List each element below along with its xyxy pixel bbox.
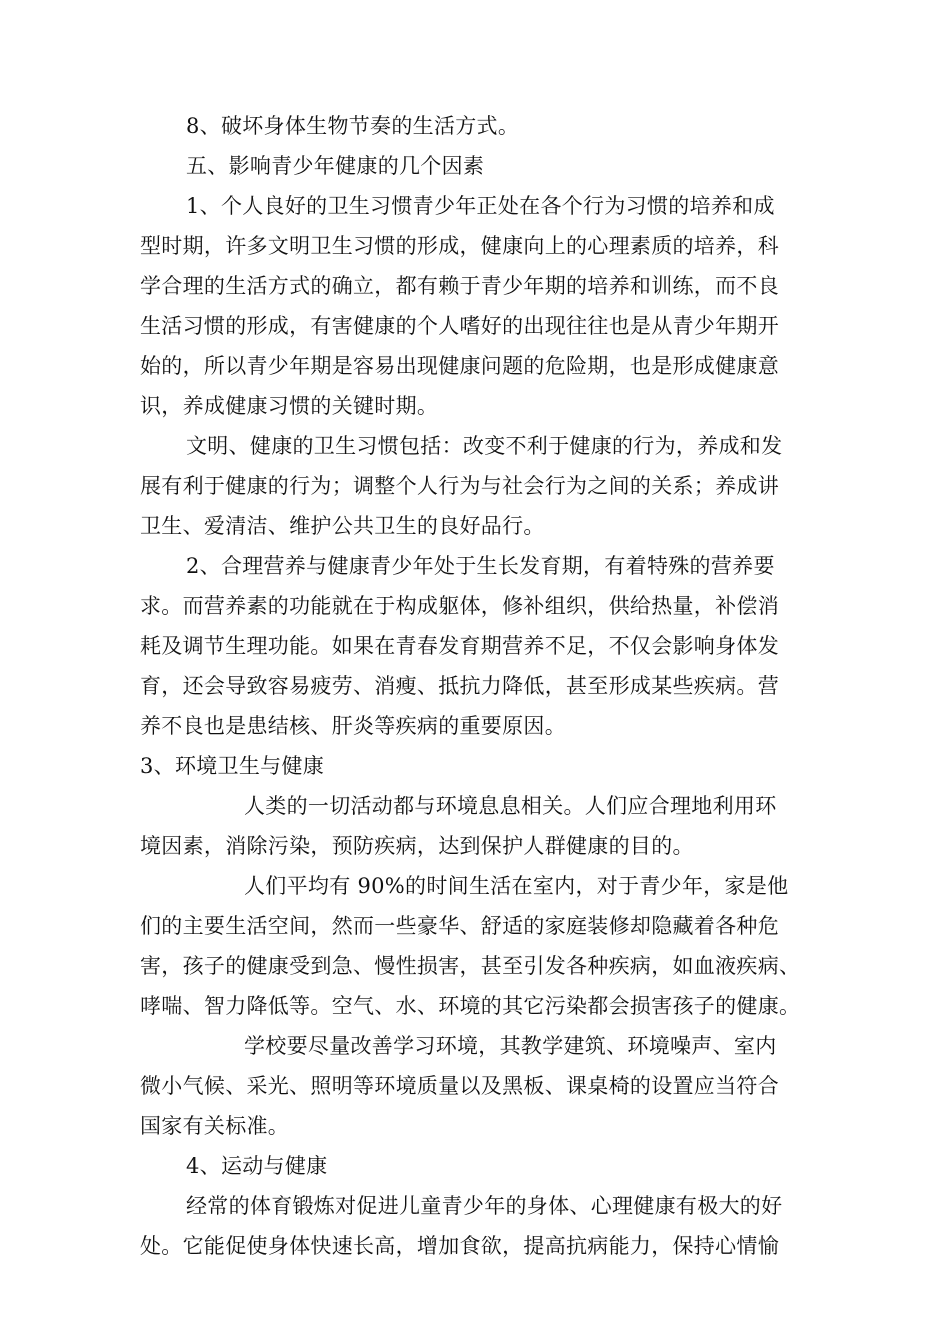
text-line: 们的主要生活空间，然而一些豪华、舒适的家庭装修却隐藏着各种危 (140, 914, 779, 938)
text-line: 人类的一切活动都与环境息息相关。人们应合理地利用环 (244, 794, 777, 818)
text-line: 人们平均有 90%的时间生活在室内，对于青少年，家是他 (244, 874, 789, 898)
text-line: 1、个人良好的卫生习惯青少年正处在各个行为习惯的培养和成 (186, 194, 775, 218)
text-line: 经常的体育锻炼对促进儿童青少年的身体、心理健康有极大的好 (186, 1194, 783, 1218)
text-line: 识，养成健康习惯的关键时期。 (140, 394, 439, 418)
text-line: 境因素，消除污染，预防疾病，达到保护人群健康的目的。 (140, 834, 694, 858)
text-line: 文明、健康的卫生习惯包括：改变不利于健康的行为，养成和发 (186, 434, 783, 458)
text-line: 处。它能促使身体快速长高，增加食欲，提高抗病能力，保持心情愉 (140, 1234, 779, 1258)
text-line: 哮喘、智力降低等。空气、水、环境的其它污染都会损害孩子的健康。 (140, 994, 801, 1018)
text-line: 害，孩子的健康受到急、慢性损害，甚至引发各种疾病，如血液疾病、 (140, 954, 801, 978)
text-line: 2、合理营养与健康青少年处于生长发育期，有着特殊的营养要 (186, 554, 775, 578)
text-line: 国家有关标准。 (140, 1114, 290, 1138)
text-line: 展有利于健康的行为；调整个人行为与社会行为之间的关系；养成讲 (140, 474, 779, 498)
text-line: 生活习惯的形成，有害健康的个人嗜好的出现往往也是从青少年期开 (140, 314, 779, 338)
section-heading: 3、环境卫生与健康 (140, 754, 325, 778)
text-line: 8、破坏身体生物节奏的生活方式。 (186, 114, 520, 138)
section-heading: 五、影响青少年健康的几个因素 (186, 154, 485, 178)
text-line: 始的，所以青少年期是容易出现健康问题的危险期，也是形成健康意 (140, 354, 779, 378)
text-line: 学合理的生活方式的确立，都有赖于青少年期的培养和训练，而不良 (140, 274, 779, 298)
text-line: 学校要尽量改善学习环境，其教学建筑、环境噪声、室内 (244, 1034, 777, 1058)
text-line: 微小气候、采光、照明等环境质量以及黑板、课桌椅的设置应当符合 (140, 1074, 779, 1098)
text-line: 养不良也是患结核、肝炎等疾病的重要原因。 (140, 714, 566, 738)
text-line: 育，还会导致容易疲劳、消瘦、抵抗力降低，甚至形成某些疾病。营 (140, 674, 779, 698)
section-heading: 4、运动与健康 (186, 1154, 328, 1178)
text-line: 求。而营养素的功能就在于构成躯体，修补组织，供给热量，补偿消 (140, 594, 779, 618)
text-line: 耗及调节生理功能。如果在青春发育期营养不足，不仅会影响身体发 (140, 634, 779, 658)
text-line: 型时期，许多文明卫生习惯的形成，健康向上的心理素质的培养，科 (140, 234, 779, 258)
text-line: 卫生、爱清洁、维护公共卫生的良好品行。 (140, 514, 545, 538)
